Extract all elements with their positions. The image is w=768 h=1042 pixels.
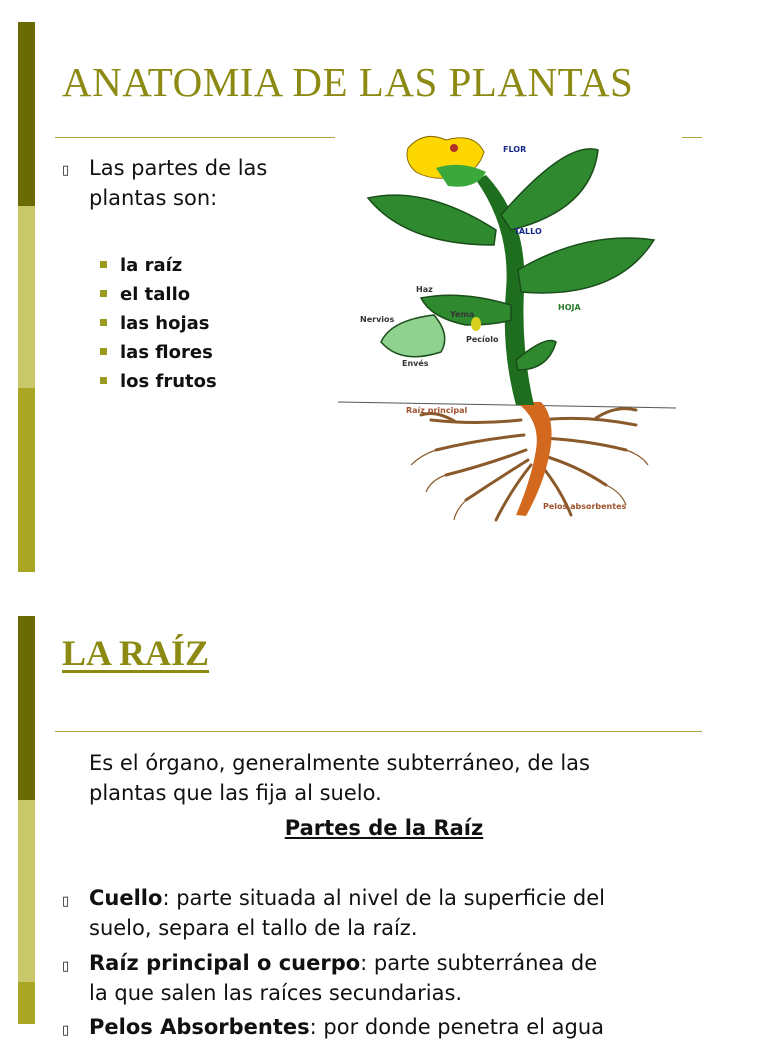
side-bar-mid — [18, 388, 35, 572]
list-item: la raíz — [100, 251, 182, 280]
subtitle: Partes de la Raíz — [284, 816, 484, 840]
label-peciolo: Pecíolo — [466, 335, 499, 344]
definition-line-1: Es el órgano, generalmente subterráneo, de las — [89, 751, 590, 775]
plant-diagram — [336, 120, 680, 530]
title-rule-left — [55, 137, 335, 138]
square-bullet-icon — [100, 348, 107, 355]
label-enves: Envés — [402, 359, 429, 368]
list-item-continued: suelo, separa el tallo de la raíz. — [89, 916, 418, 940]
slide-title: ANATOMIA DE LAS PLANTAS — [62, 59, 634, 105]
bullet-icon: ▯ — [62, 959, 70, 974]
definition-line-2: plantas que las fija al suelo. — [89, 781, 382, 805]
list-item: Raíz principal o cuerpo: parte subterránea de — [89, 951, 598, 975]
square-bullet-icon — [100, 290, 107, 297]
leaf-right — [518, 238, 654, 293]
label-tallo: TALLO — [514, 227, 542, 236]
side-bar-mid — [18, 982, 35, 1024]
square-bullet-icon — [100, 319, 107, 326]
label-hoja: HOJA — [558, 303, 581, 312]
list-item-continued: la que salen las raíces secundarias. — [89, 981, 463, 1005]
bullet-icon: ▯ — [62, 894, 70, 909]
leaf-top-right — [501, 149, 598, 230]
label-flor: FLOR — [503, 145, 527, 154]
title-rule-right — [682, 137, 702, 138]
list-item: Cuello: parte situada al nivel de la superficie del — [89, 886, 606, 910]
square-bullet-icon — [100, 261, 107, 268]
bullet-icon: ▯ — [62, 163, 70, 178]
label-raiz-principal: Raíz principal — [406, 406, 468, 415]
ground-line — [338, 402, 676, 408]
list-item: el tallo — [100, 280, 190, 309]
intro-line-1: Las partes de las — [89, 156, 268, 180]
label-nervios: Nervios — [360, 315, 395, 324]
title-rule — [55, 731, 702, 732]
square-bullet-icon — [100, 377, 107, 384]
list-item: Pelos Absorbentes: por donde penetra el agua — [89, 1015, 605, 1039]
label-haz: Haz — [416, 285, 433, 294]
list-item: los frutos — [100, 367, 217, 396]
bud — [471, 317, 481, 331]
side-bar-light — [18, 206, 35, 388]
list-item: las flores — [100, 338, 213, 367]
list-item: las hojas — [100, 309, 210, 338]
intro-line-2: plantas son: — [89, 186, 218, 210]
slide-title: LA RAÍZ — [62, 633, 210, 673]
flower-icon — [407, 136, 486, 186]
label-yema: Yema — [450, 310, 475, 319]
side-bar-dark — [18, 22, 35, 206]
side-bar-dark — [18, 616, 35, 800]
bullet-icon: ▯ — [62, 1023, 70, 1038]
leaf-top-left — [368, 195, 496, 245]
label-pelos-absorbentes: Pelos absorbentes — [543, 502, 627, 511]
